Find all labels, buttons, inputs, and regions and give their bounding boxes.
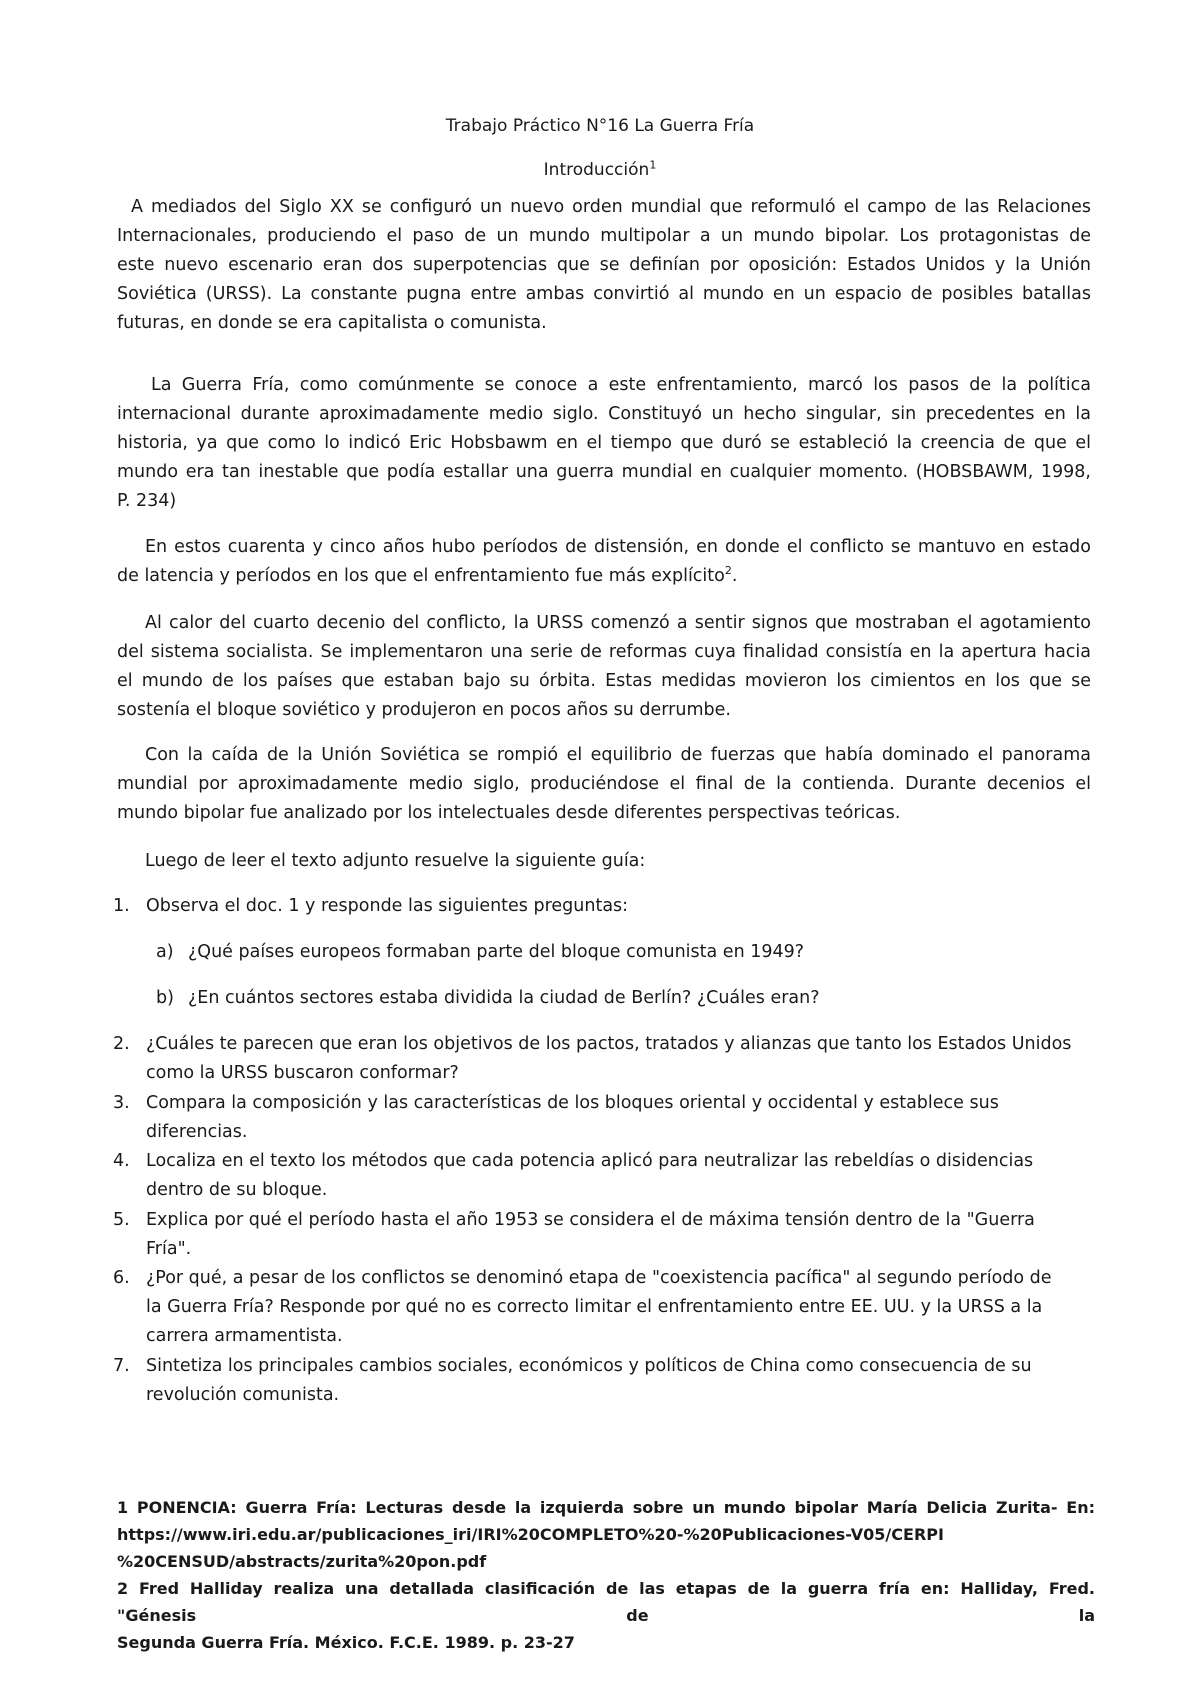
paragraph-line: mundial por aproximadamente medio siglo, produciéndose el final de la contienda. Durante decenios el [117, 774, 1091, 794]
question-6 [146, 1264, 1096, 1351]
question-number: 6. [113, 1268, 130, 1288]
question-5 [146, 1206, 1096, 1264]
question-4 [146, 1147, 1096, 1205]
question-3 [146, 1089, 1096, 1147]
footnote-link[interactable]: https://www.iri.edu.ar/publicaciones_iri/IRI%20COMPLETO%20-%20Publicaciones-V05/CERPI [117, 1525, 944, 1544]
paragraph-line: En estos cuarenta y cinco años hubo períodos de distensión, en donde el conflicto se mantuvo en estado [145, 537, 1091, 557]
paragraph-line: historia, ya que como lo indicó Eric Hobsbawm en el tiempo que duró se estableció la creencia de que el [117, 433, 1091, 453]
section-heading-text: Introducción [543, 160, 650, 180]
question-line: la Guerra Fría? Responde por qué no es correcto limitar el enfrentamiento entre EE. UU. y la URSS a la [146, 1297, 1043, 1317]
subquestion-label: b) [156, 988, 174, 1008]
paragraph-line: futuras, en donde se era capitalista o comunista. [117, 313, 547, 333]
subquestion-label: a) [156, 942, 174, 962]
paragraph-line: mundo era tan inestable que podía estallar una guerra mundial en cualquier momento. (HOBSBAWM, 1998, [117, 462, 1091, 482]
paragraph-line: A mediados del Siglo XX se configuró un nuevo orden mundial que reformuló el campo de las Relaciones [131, 197, 1091, 217]
question-number: 4. [113, 1151, 130, 1171]
paragraph-line: Con la caída de la Unión Soviética se rompió el equilibrio de fuerzas que había dominado el panorama [145, 745, 1091, 765]
paragraph-line: Internacionales, produciendo el paso de un mundo multipolar a un mundo bipolar. Los protagonistas de [117, 226, 1091, 246]
paragraph-3 [117, 533, 1091, 591]
question-line: ¿Por qué, a pesar de los conflictos se denominó etapa de "coexistencia pacífica" al segundo período de [146, 1268, 1052, 1288]
paragraph-line: P. 234) [117, 491, 177, 511]
question-line: Explica por qué el período hasta el año 1953 se considera el de máxima tensión dentro de la "Guerra [146, 1210, 1035, 1230]
paragraph-line-end: . [731, 566, 738, 586]
question-line: Fría". [146, 1239, 192, 1259]
question-number: 2. [113, 1034, 130, 1054]
paragraph-line: sostenía el bloque soviético y produjeron en pocos años su derrumbe. [117, 700, 731, 720]
question-line: carrera armamentista. [146, 1326, 343, 1346]
question-line: dentro de su bloque. [146, 1180, 328, 1200]
question-line: diferencias. [146, 1122, 248, 1142]
question-number: 1. [113, 896, 130, 916]
question-line: Sintetiza los principales cambios sociales, económicos y políticos de China como consecuencia de su [146, 1356, 1032, 1376]
paragraph-line: La Guerra Fría, como comúnmente se conoce a este enfrentamiento, marcó los pasos de la política [151, 375, 1091, 395]
subquestion-a: ¿Qué países europeos formaban parte del bloque comunista en 1949? [188, 942, 805, 962]
question-line: revolución comunista. [146, 1385, 340, 1405]
paragraph-4 [117, 609, 1091, 725]
paragraph-line: Luego de leer el texto adjunto resuelve la siguiente guía: [145, 851, 646, 871]
footnote-line: Segunda Guerra Fría. México. F.C.E. 1989. p. 23-27 [117, 1633, 575, 1652]
paragraph-6 [117, 847, 1091, 876]
page-title: Trabajo Práctico N°16 La Guerra Fría [445, 116, 755, 136]
footnote-line: 1 PONENCIA: Guerra Fría: Lecturas desde la izquierda sobre un mundo bipolar María Delicia Zurita- En: [117, 1498, 1095, 1517]
question-number: 5. [113, 1210, 130, 1230]
question-line: Compara la composición y las características de los bloques oriental y occidental y establece sus [146, 1093, 999, 1113]
question-number: 3. [113, 1093, 130, 1113]
paragraph-2 [117, 371, 1091, 516]
question-number: 7. [113, 1356, 130, 1376]
section-heading [0, 160, 1200, 180]
paragraph-line: Soviética (URSS). La constante pugna entre ambas convirtió al mundo en un espacio de posibles batallas [117, 284, 1091, 304]
footnote-ref[interactable]: 1 [649, 158, 657, 172]
paragraph-line-text: de latencia y períodos en los que el enfrentamiento fue más explícito [117, 566, 725, 586]
footnote-link[interactable]: %20CENSUD/abstracts/zurita%20pon.pdf [117, 1552, 487, 1571]
paragraph-1 [117, 193, 1091, 338]
subquestion-b: ¿En cuántos sectores estaba dividida la ciudad de Berlín? ¿Cuáles eran? [188, 988, 820, 1008]
question-7 [146, 1352, 1096, 1410]
question-2 [146, 1030, 1096, 1088]
paragraph-line: este nuevo escenario eran dos superpotencias que se definían por oposición: Estados Unidos y la Unión [117, 255, 1091, 275]
footnote-ref[interactable]: 2 [724, 564, 732, 578]
question-line: ¿Cuáles te parecen que eran los objetivos de los pactos, tratados y alianzas que tanto los Estados Unidos [146, 1034, 1072, 1054]
footnote-line: 2 Fred Halliday realiza una detallada clasificación de las etapas de la guerra fría en: Halliday, Fred. "Génesis de la [117, 1579, 1095, 1625]
paragraph-line [117, 562, 1091, 591]
footnote-1 [117, 1494, 1095, 1575]
paragraph-line: el mundo de los países que estaban bajo su órbita. Estas medidas movieron los cimientos en los que se [117, 671, 1091, 691]
paragraph-line: internacional durante aproximadamente medio siglo. Constituyó un hecho singular, sin precedentes en la [117, 404, 1091, 424]
paragraph-line: del sistema socialista. Se implementaron una serie de reformas cuya finalidad consistía en la apertura hacia [117, 642, 1091, 662]
question-1: Observa el doc. 1 y responde las siguientes preguntas: [146, 896, 629, 916]
question-line: como la URSS buscaron conformar? [146, 1063, 459, 1083]
question-line: Localiza en el texto los métodos que cada potencia aplicó para neutralizar las rebeldías o disidencias [146, 1151, 1034, 1171]
paragraph-line: mundo bipolar fue analizado por los intelectuales desde diferentes perspectivas teóricas. [117, 803, 901, 823]
paragraph-line: Al calor del cuarto decenio del conflicto, la URSS comenzó a sentir signos que mostraban el agotamiento [145, 613, 1091, 633]
paragraph-5 [117, 741, 1091, 828]
footnote-2 [117, 1575, 1095, 1656]
